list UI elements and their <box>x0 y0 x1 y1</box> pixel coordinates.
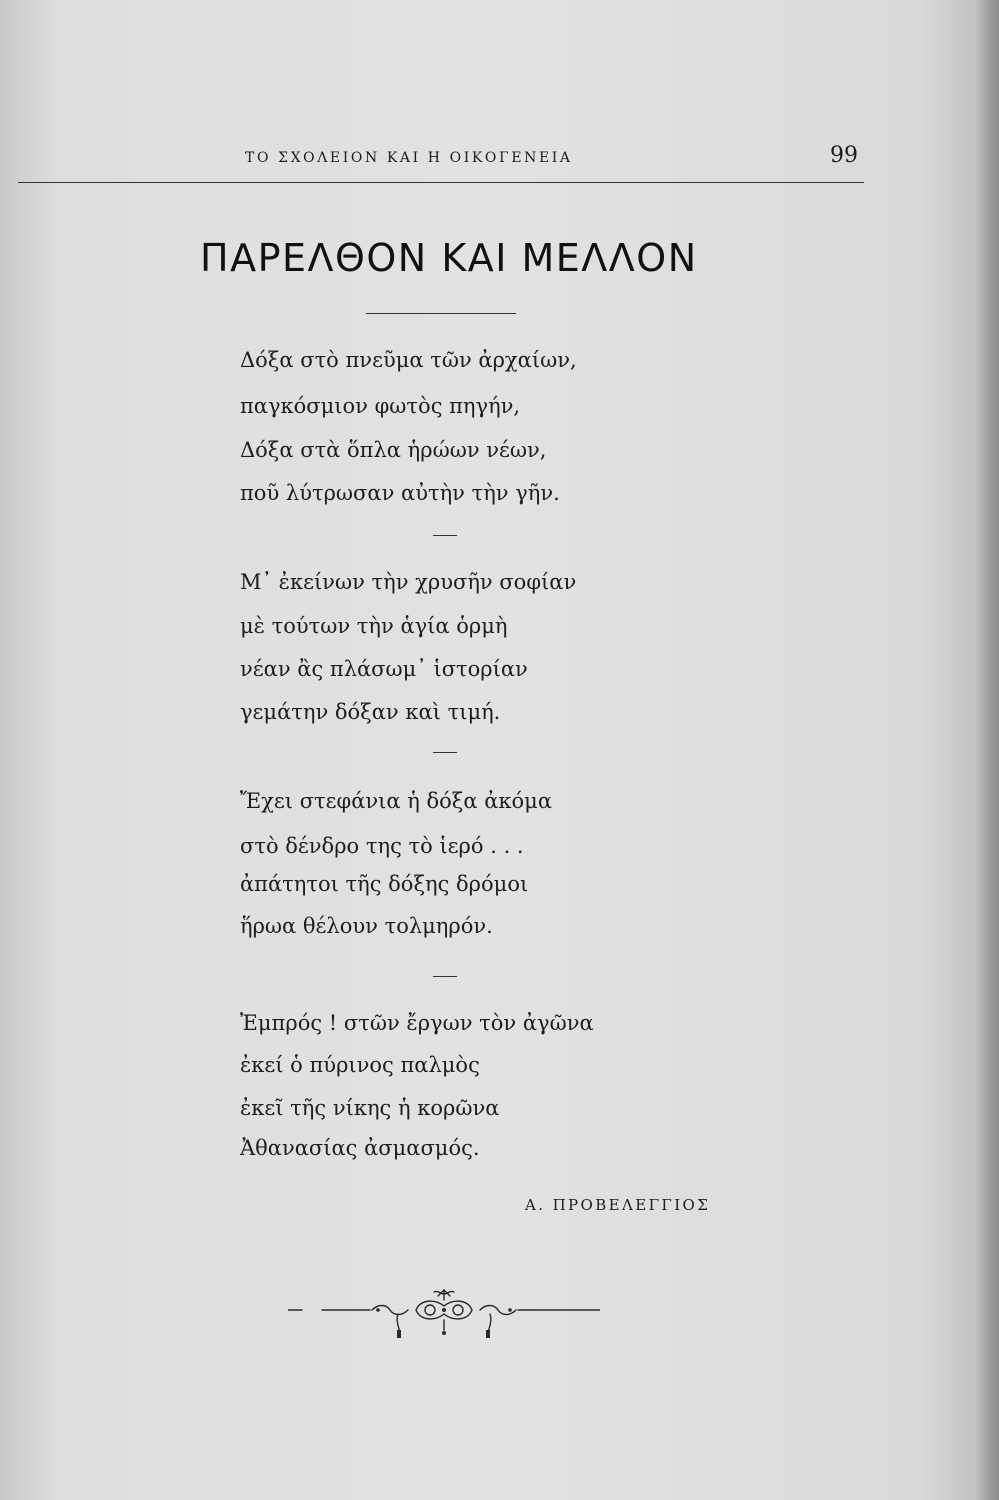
poem-line: στὸ δένδρο της τὸ ἱερό . . . <box>240 834 524 858</box>
stanza-divider <box>433 535 457 536</box>
poem-line: Μ᾿ ἐκείνων τὴν χρυσῆν σοφίαν <box>240 570 577 594</box>
stanza-divider <box>433 752 457 753</box>
poem-line: Ἀθανασίας ἀσμασμός. <box>240 1136 480 1160</box>
page-binding-edge <box>973 0 999 1500</box>
poem-line: Ἔχει στεφάνια ἡ δόξα ἀκόμα <box>240 789 553 813</box>
poem-line: νέαν ἂς πλάσωμ᾿ ἱστορίαν <box>240 657 528 681</box>
header-rule <box>18 182 864 183</box>
poem-title: ΠΑΡΕΛΘΟΝ ΚΑΙ ΜΕΛΛΟΝ <box>200 236 698 280</box>
poem-line: ποῦ λύτρωσαν αὐτὴν τὴν γῆν. <box>240 481 560 505</box>
poem-line: γεμάτην δόξαν καὶ τιμή. <box>240 700 501 724</box>
running-header: ΤΟ ΣΧΟΛΕΙΟΝ ΚΑΙ Η ΟΙΚΟΓΕΝΕΙΑ <box>245 150 573 166</box>
poem-line: ἐκεί ὁ πύρινος παλμὸς <box>240 1053 480 1077</box>
poem-line: Δόξα στὸ πνεῦμα τῶν ἀρχαίων, <box>240 348 577 372</box>
poem-line: ἐκεῖ τῆς νίκης ἡ κορῶνα <box>240 1096 500 1120</box>
page-number: 99 <box>830 143 858 168</box>
title-rule <box>366 313 516 314</box>
stanza-divider <box>433 976 457 977</box>
poem-line: μὲ τούτων τὴν ἁγία ὁρμὴ <box>240 614 508 638</box>
decorative-tailpiece-icon <box>288 1288 600 1352</box>
poem-line: ἀπάτητοι τῆς δόξης δρόμοι <box>240 872 529 896</box>
poem-line: ἥρωα θέλουν τολμηρόν. <box>240 914 493 938</box>
poem-line: Ἐμπρός ! στῶν ἔργων τὸν ἀγῶνα <box>240 1011 594 1035</box>
poem-line: παγκόσμιον φωτὸς πηγήν, <box>240 394 521 418</box>
poem-line: Δόξα στὰ ὅπλα ἡρώων νέων, <box>240 438 547 462</box>
author-signature: Α. ΠΡΟΒΕΛΕΓΓΙΟΣ <box>525 1196 711 1214</box>
